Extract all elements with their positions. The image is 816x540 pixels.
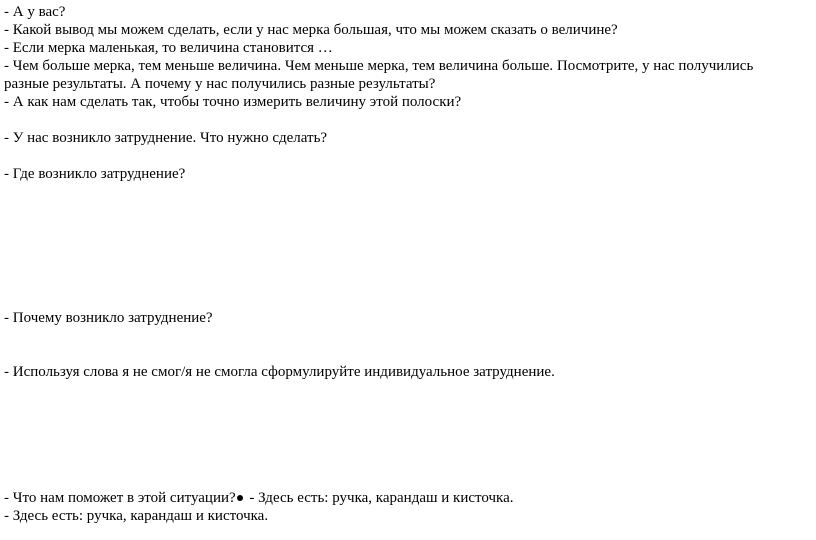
text-line-10: - Используя слова я не смог/я не смогла сформулируйте индивидуальное затруднение. <box>4 364 555 380</box>
text-line-4: - Чем больше мерка, тем меньше величина. Чем меньше мерка, тем величина больше. Посмотрите, у нас получились <box>4 58 754 74</box>
text-line-11-question: - Что нам поможет в этой ситуации? <box>4 490 236 506</box>
text-line-8: - Где возникло затруднение? <box>4 166 186 182</box>
text-line-11-continuation: - Здесь есть: ручка, карандаш и кисточка. <box>245 490 514 506</box>
text-line-6: - А как нам сделать так, чтобы точно измерить величину этой полоски? <box>4 94 462 110</box>
text-line-5: разные результаты. А почему у нас получились разные результаты? <box>4 76 436 92</box>
text-line-3: - Если мерка маленькая, то величина становится … <box>4 40 333 56</box>
text-line-11 <box>4 489 514 507</box>
bullet-icon <box>237 495 243 501</box>
text-line-1: - А у вас? <box>4 4 66 20</box>
text-line-12: - Здесь есть: ручка, карандаш и кисточка. <box>4 508 269 524</box>
text-line-2: - Какой вывод мы можем сделать, если у нас мерка большая, что мы можем сказать о величине? <box>4 22 618 38</box>
text-line-7: - У нас возникло затруднение. Что нужно сделать? <box>4 130 328 146</box>
text-line-9: - Почему возникло затруднение? <box>4 310 213 326</box>
